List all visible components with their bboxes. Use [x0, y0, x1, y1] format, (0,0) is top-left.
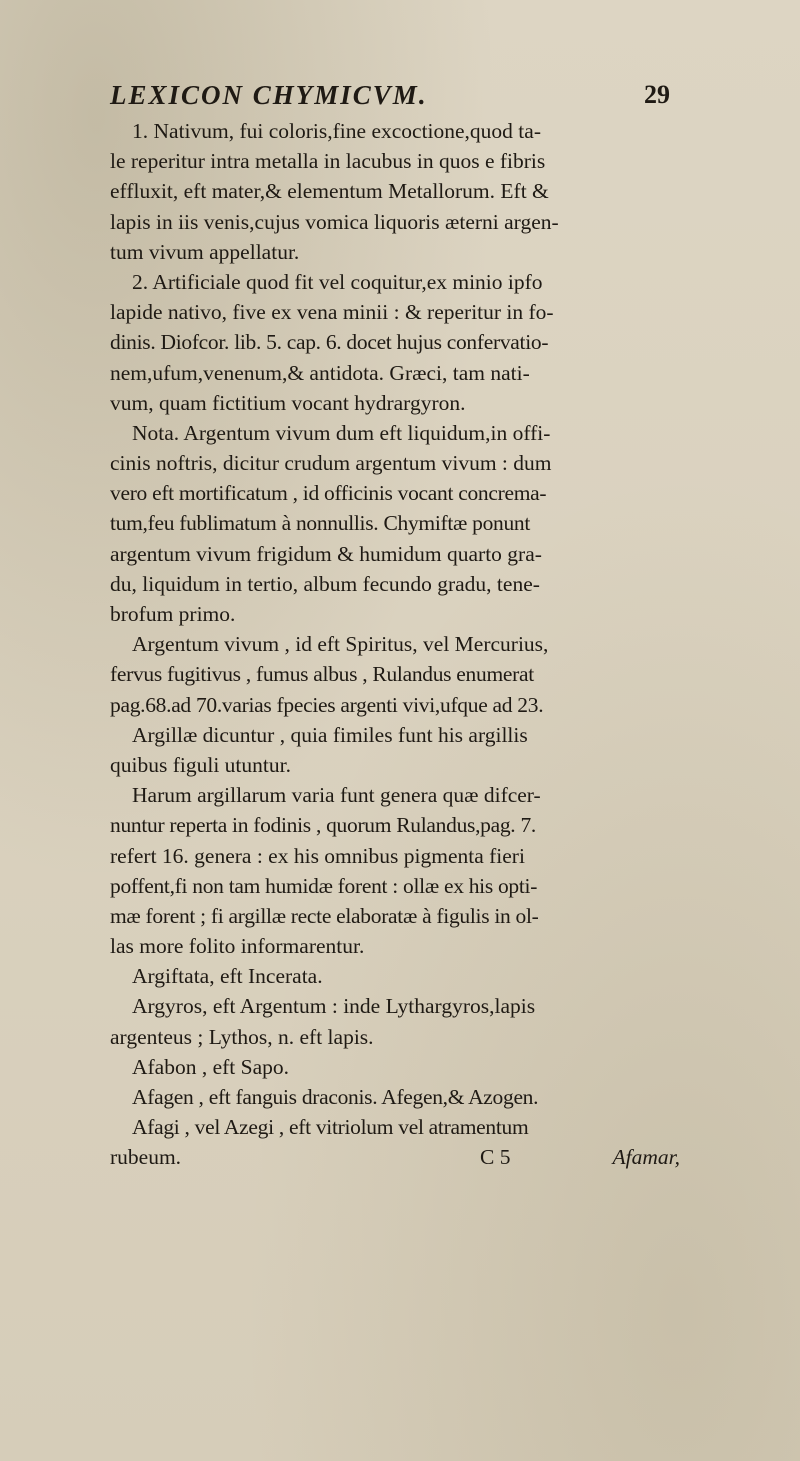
text-line: Harum argillarum varia funt genera quæ difcer-: [132, 783, 541, 808]
text-line: 2. Artificiale quod fit vel coquitur,ex minio ipfo: [132, 269, 543, 294]
text-line: dinis. Diofcor. lib. 5. cap. 6. docet hujus confervatio-: [110, 330, 549, 355]
text-line: Afagen , eft fanguis draconis. Afegen,& Azogen.: [132, 1085, 539, 1109]
text-line: vum, quam fictitium vocant hydrargyron.: [110, 390, 466, 415]
text-line-last: [110, 1142, 680, 1172]
text-line: nem,ufum,venenum,& antidota. Græci, tam nati-: [110, 360, 530, 385]
text-line-end: rubeum.: [110, 1145, 182, 1170]
page-header: [110, 80, 670, 120]
text-line: lapis in iis venis,cujus vomica liquoris æterni argen-: [110, 209, 559, 234]
text-line: tum vivum appellatur.: [110, 239, 300, 264]
text-line: Argyros, eft Argentum : inde Lythargyros,lapis: [132, 994, 536, 1019]
text-line: effluxit, eft mater,& elementum Metallorum. Eft &: [110, 179, 549, 204]
text-line: cinis noftris, dicitur crudum argentum vivum : dum: [110, 451, 552, 476]
text-line: Argentum vivum , id eft Spiritus, vel Mercurius,: [132, 632, 549, 657]
text-line: Argillæ dicuntur , quia fimiles funt his argillis: [132, 722, 528, 747]
text-line: nuntur reperta in fodinis , quorum Rulandus,pag. 7.: [110, 813, 536, 838]
signature-mark: C 5: [480, 1145, 511, 1170]
text-line: pag.68.ad 70.varias fpecies argenti vivi,ufque ad 23.: [110, 692, 544, 717]
text-line: mæ forent ; fi argillæ recte elaboratæ à figulis in ol-: [110, 903, 539, 928]
text-line: argentum vivum frigidum & humidum quarto gra-: [110, 541, 542, 566]
text-line: Argiftata, eft Incerata.: [132, 964, 323, 989]
text-line: fervus fugitivus , fumus albus , Rulandus enumerat: [110, 662, 534, 687]
text-line: Afagi , vel Azegi , eft vitriolum vel atramentum: [132, 1115, 529, 1140]
text-line: poffent,fi non tam humidæ forent : ollæ ex his opti-: [110, 873, 538, 898]
body-text: [110, 116, 680, 1173]
text-line: las more folito informarentur.: [110, 934, 365, 959]
text-line: Nota. Argentum vivum dum eft liquidum,in offi-: [132, 420, 551, 445]
text-line: lapide nativo, five ex vena minii : & reperitur in fo-: [110, 300, 554, 325]
text-line: tum,feu fublimatum à nonnullis. Chymiftæ ponunt: [110, 511, 531, 536]
running-head: LEXICON CHYMICVM.: [110, 80, 428, 110]
page-number: 29: [644, 80, 670, 109]
text-line: brofum primo.: [110, 602, 236, 626]
text-line: vero eft mortificatum , id officinis vocant concrema-: [110, 481, 547, 506]
text-line: le reperitur intra metalla in lacubus in quos e fibris: [110, 149, 546, 174]
text-line: 1. Nativum, fui coloris,fine excoctione,quod ta-: [132, 119, 541, 143]
text-line: refert 16. genera : ex his omnibus pigmenta fieri: [110, 843, 525, 868]
text-line: Afabon , eft Sapo.: [132, 1054, 290, 1079]
text-line: du, liquidum in tertio, album fecundo gradu, tene-: [110, 571, 540, 596]
text-line: argenteus ; Lythos, n. eft lapis.: [110, 1024, 374, 1049]
text-line: quibus figuli utuntur.: [110, 752, 291, 777]
catchword: Afamar,: [612, 1145, 680, 1170]
